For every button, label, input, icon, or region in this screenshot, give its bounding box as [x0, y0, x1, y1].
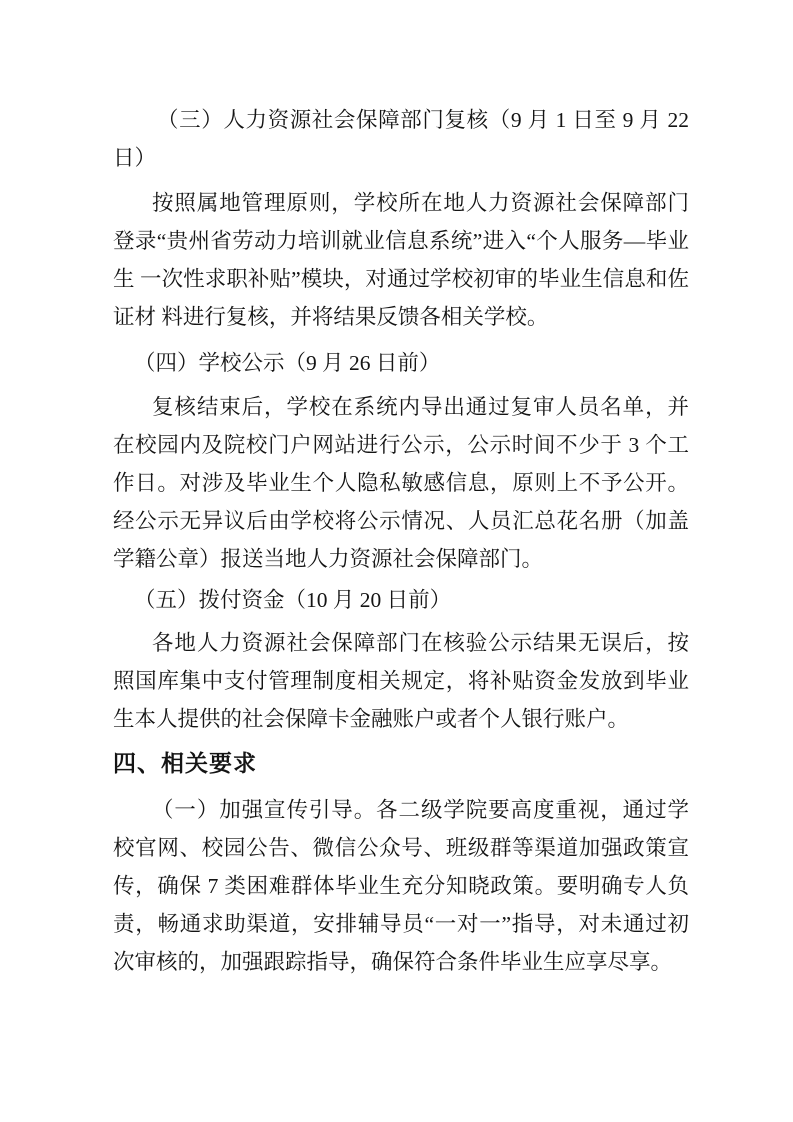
- paragraph-review-procedure: 按照属地管理原则，学校所在地人力资源社会保障部门登录“贵州省劳动力培训就业信息系统”进入“个人服务—毕业生 一次性求职补贴”模块，对通过学校初审的毕业生信息和佐证材 料进行复核，并将结果反馈各相关学校。: [113, 191, 689, 329]
- paragraph-publicity-procedure: 复核结束后，学校在系统内导出通过复审人员名单，并在校园内及院校门户网站进行公示，公示时间不少于 3 个工作日。对涉及毕业生个人隐私敏感信息，原则上不予公开。经公示无异议后由学校将公示情况、人员汇总花名册（加盖学籍公章）报送当地人力资源社会保障部门。: [113, 395, 689, 571]
- heading-fund-allocation: （五）拨付资金（10 月 20 日前）: [134, 588, 452, 612]
- paragraph-strengthen-publicity-guidance: （一）加强宣传引导。各二级学院要高度重视，通过学校官网、校园公告、微信公众号、班级群等渠道加强政策宣传，确保 7 类困难群体毕业生充分知晓政策。要明确专人负责，畅通求助渠道，安排辅导员“一对一”指导，对未通过初次审核的，加强跟踪指导，确保符合条件毕业生应享尽享。: [113, 798, 689, 974]
- paragraph-fund-allocation-procedure: 各地人力资源社会保障部门在核验公示结果无误后，按照国库集中支付管理制度相关规定，将补贴资金发放到毕业生本人提供的社会保障卡金融账户或者个人银行账户。: [113, 631, 689, 731]
- heading-school-publicity: （四）学校公示（9 月 26 日前）: [134, 351, 441, 375]
- heading-hr-department-review: （三）人力资源社会保障部门复核（9 月 1 日至 9 月 22 日）: [113, 108, 689, 170]
- heading-related-requirements: 四、相关要求: [113, 750, 257, 776]
